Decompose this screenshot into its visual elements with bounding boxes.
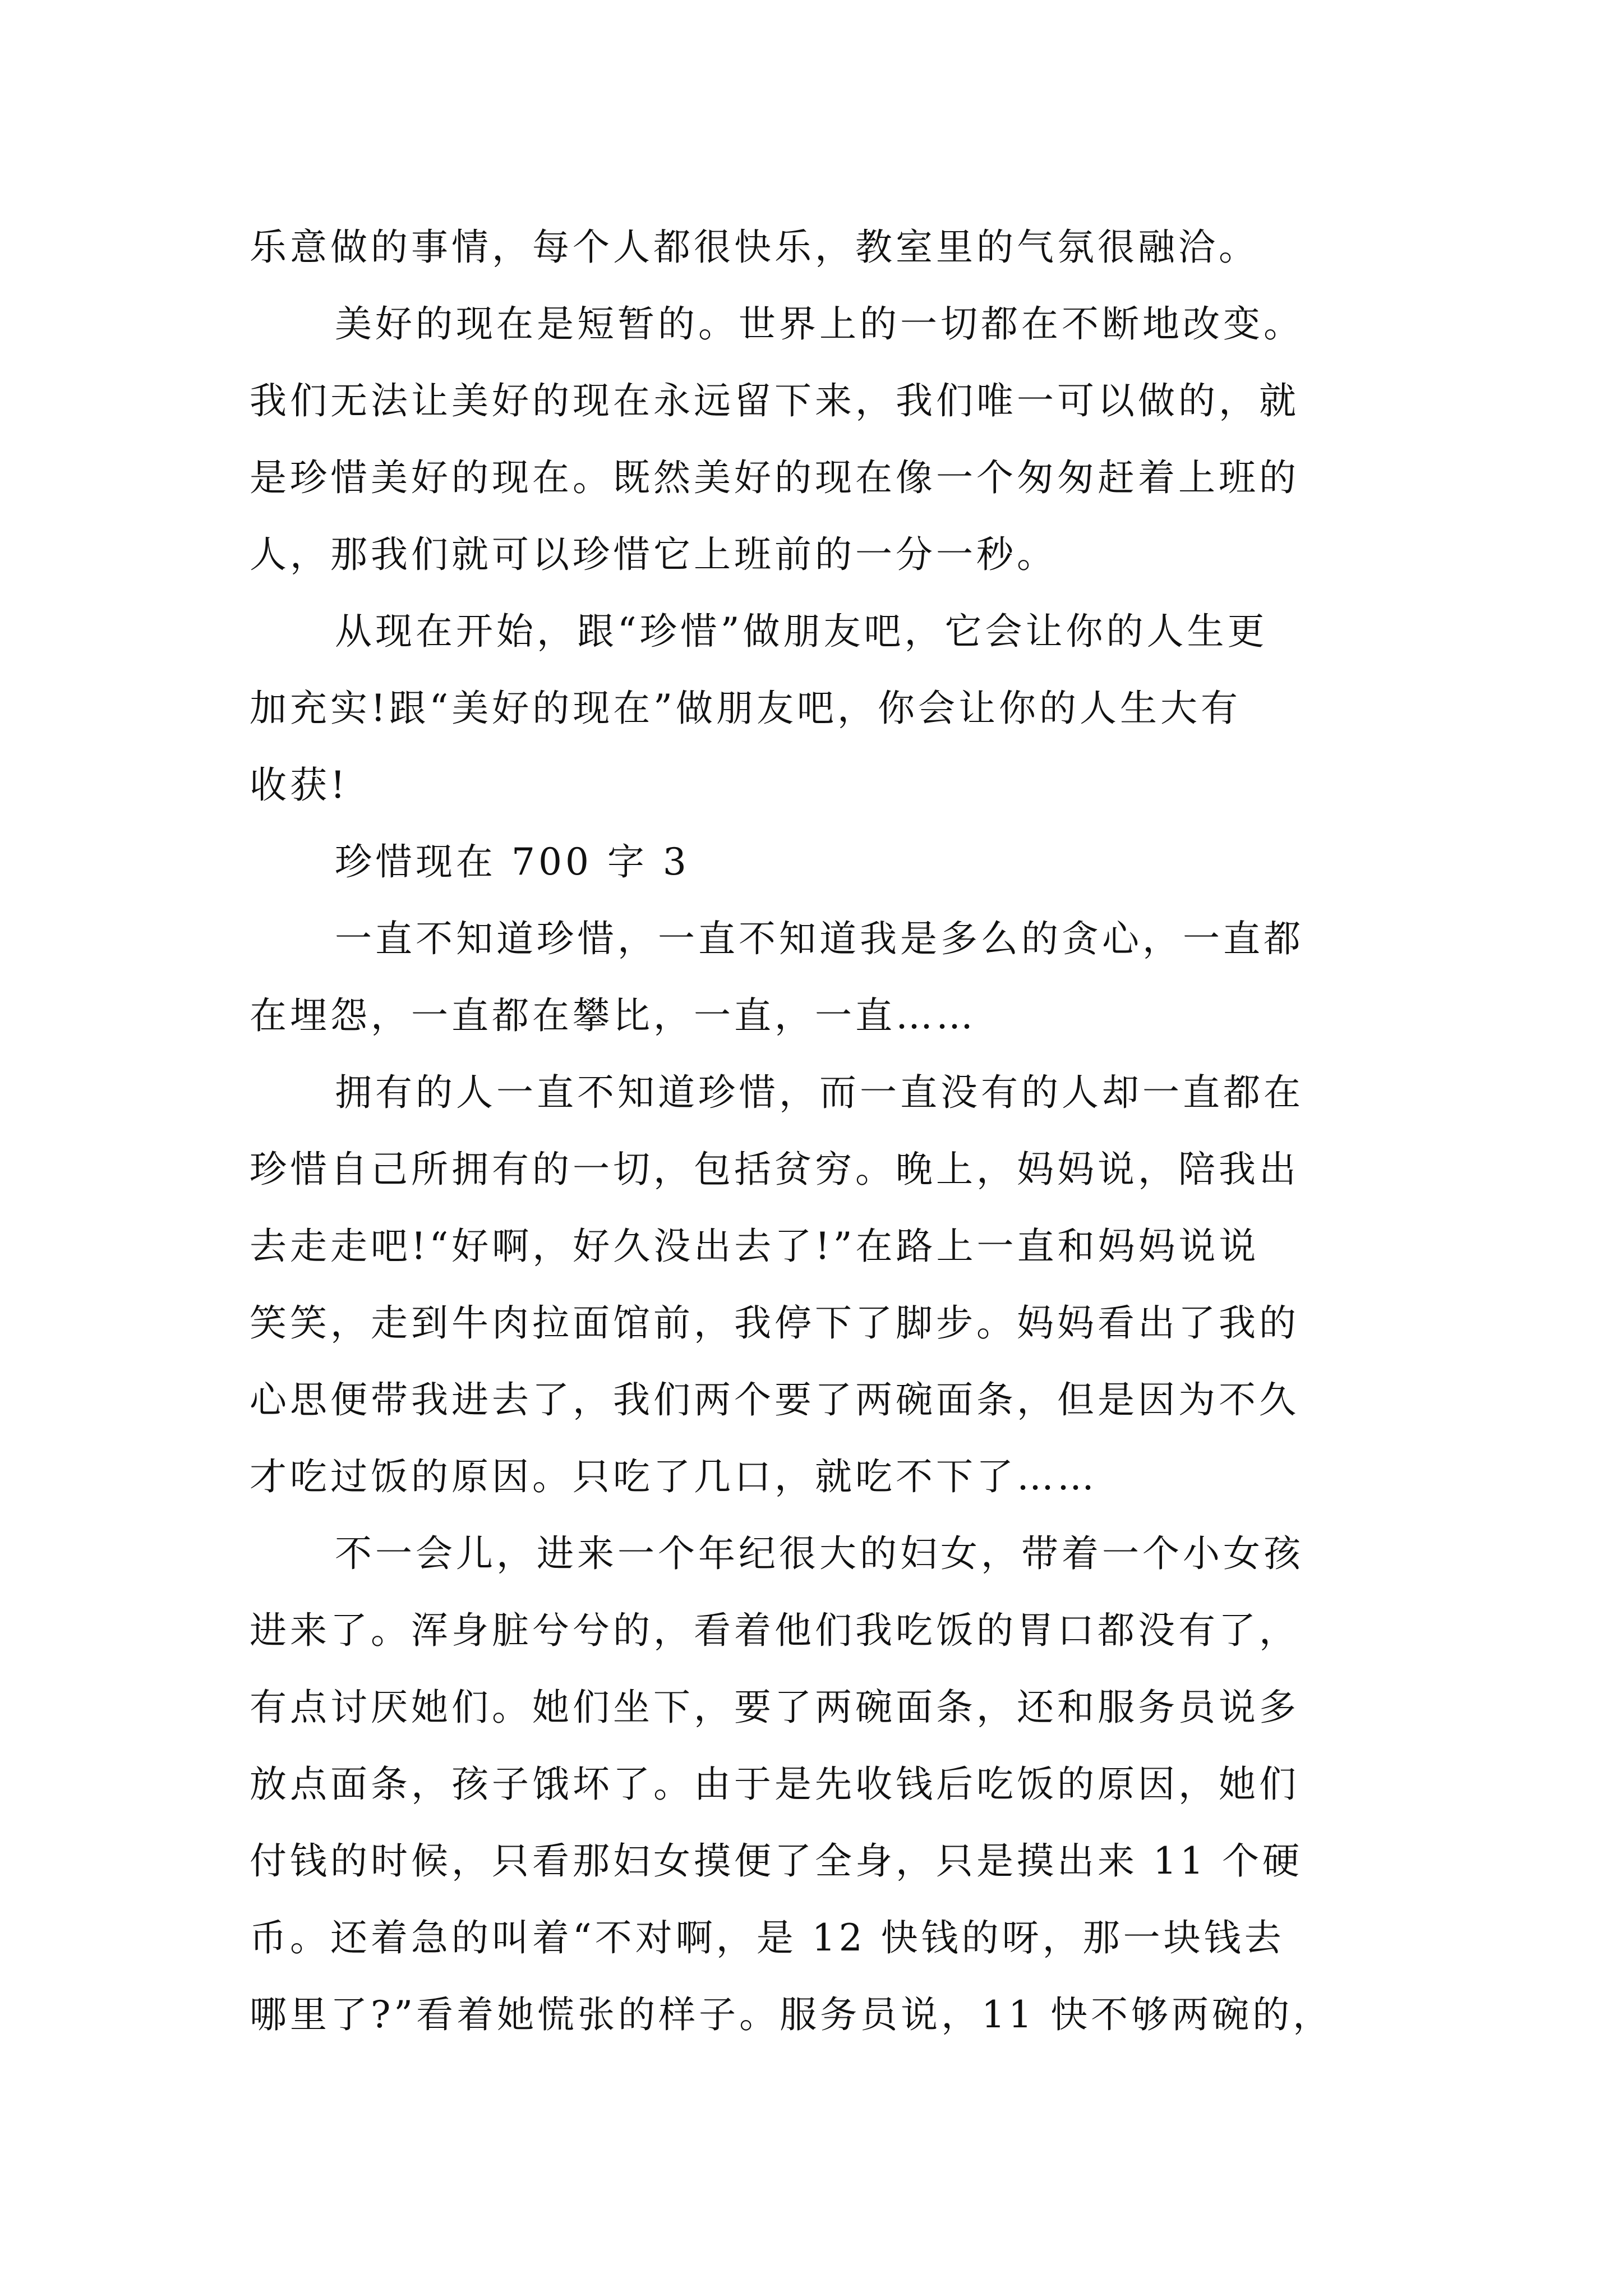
- text-line: 收获!: [250, 763, 349, 807]
- text-line: 加充实!跟“美好的现在”做朋友吧，你会让你的人生大有: [250, 687, 1242, 730]
- text-line: 珍惜现在 700 字 3: [335, 840, 690, 884]
- text-line: 从现在开始，跟“珍惜”做朋友吧，它会让你的人生更: [335, 610, 1268, 653]
- text-line: 币。还着急的叫着“不对啊，是 12 快钱的呀，那一块钱去: [250, 1916, 1285, 1959]
- text-line: 人，那我们就可以珍惜它上班前的一分一秒。: [250, 533, 1057, 576]
- text-line: 拥有的人一直不知道珍惜，而一直没有的人却一直都在: [335, 1071, 1304, 1114]
- text-line: 一直不知道珍惜，一直不知道我是多么的贪心，一直都: [335, 917, 1304, 960]
- text-line: 我们无法让美好的现在永远留下来，我们唯一可以做的，就: [250, 379, 1299, 422]
- text-line: 哪里了?”看着她慌张的样子。服务员说，11 快不够两碗的，: [250, 1993, 1334, 2036]
- text-line: 放点面条，孩子饿坏了。由于是先收钱后吃饭的原因，她们: [250, 1763, 1299, 1806]
- document-body: [250, 209, 1385, 2053]
- text-line: 是珍惜美好的现在。既然美好的现在像一个匆匆赶着上班的: [250, 456, 1299, 499]
- text-line: 笑笑，走到牛肉拉面馆前，我停下了脚步。妈妈看出了我的: [250, 1301, 1299, 1345]
- text-line: 有点讨厌她们。她们坐下，要了两碗面条，还和服务员说多: [250, 1686, 1299, 1729]
- text-line: 去走走吧!“好啊，好久没出去了!”在路上一直和妈妈说说: [250, 1225, 1260, 1268]
- text-line: 美好的现在是短暂的。世界上的一切都在不断地改变。: [335, 302, 1304, 346]
- text-line: 乐意做的事情，每个人都很快乐，教室里的气氛很融洽。: [250, 226, 1259, 269]
- text-line: 不一会儿，进来一个年纪很大的妇女，带着一个小女孩: [335, 1532, 1304, 1575]
- text-line: 付钱的时候，只看那妇女摸便了全身，只是摸出来 11 个硬: [250, 1839, 1303, 1883]
- text-line: 珍惜自己所拥有的一切，包括贫穷。晚上，妈妈说，陪我出: [250, 1148, 1299, 1191]
- text-line: 在埋怨，一直都在攀比，一直，一直……: [250, 994, 976, 1037]
- text-line: 心思便带我进去了，我们两个要了两碗面条，但是因为不久: [250, 1378, 1299, 1421]
- text-line: 进来了。浑身脏兮兮的，看着他们我吃饭的胃口都没有了，: [250, 1609, 1299, 1652]
- text-line: 才吃过饭的原因。只吃了几口，就吃不下了……: [250, 1455, 1098, 1498]
